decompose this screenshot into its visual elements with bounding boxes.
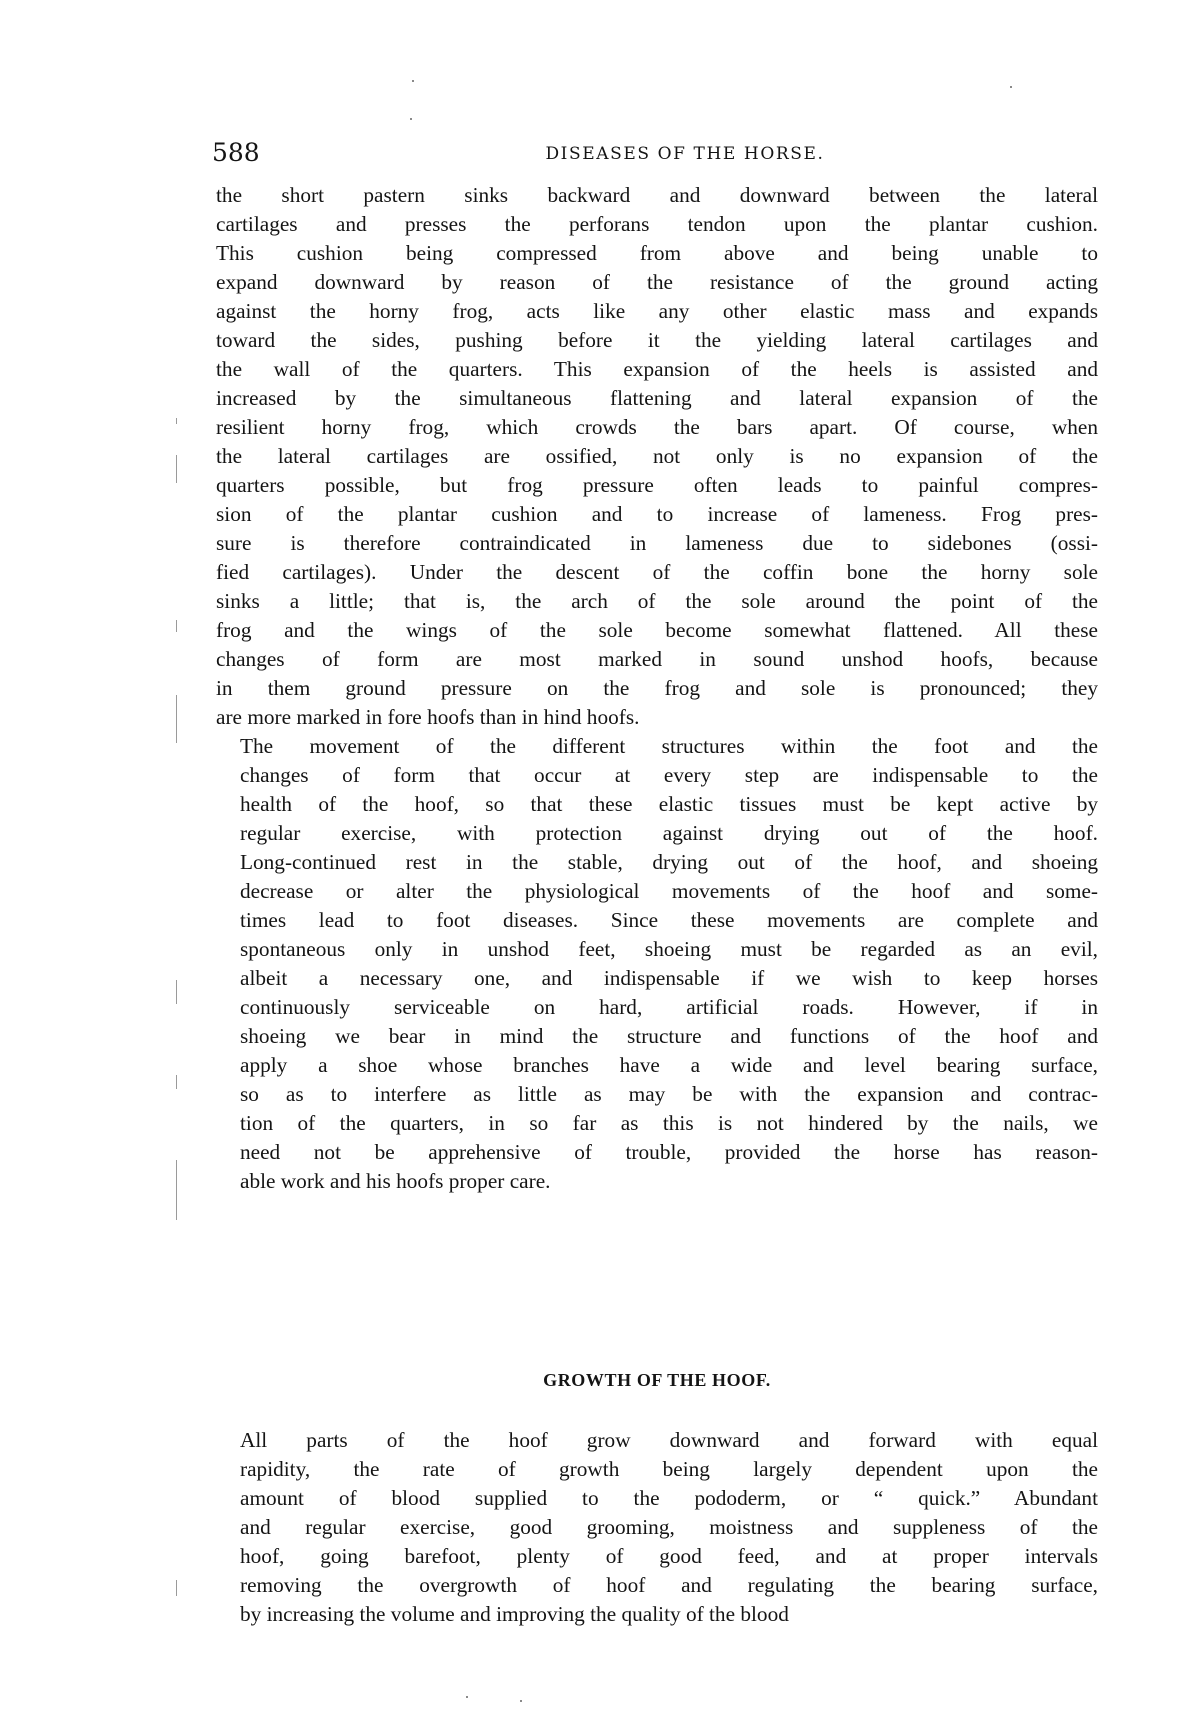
text-line: in them ground pressure on the frog and sole is pronounced; they	[216, 676, 1098, 700]
scan-artifact	[176, 418, 177, 424]
scan-artifact	[176, 695, 177, 743]
text-line: removing the overgrowth of hoof and regulating the bearing surface,	[240, 1573, 1098, 1597]
scan-artifact	[176, 620, 177, 632]
text-line: changes of form that occur at every step are indispensable to the	[240, 763, 1098, 787]
scan-artifact	[176, 1580, 177, 1596]
text-line: This cushion being compressed from above and being unable to	[216, 241, 1098, 265]
text-line: rapidity, the rate of growth being largely dependent upon the	[240, 1457, 1098, 1481]
text-line: fied cartilages). Under the descent of the coffin bone the horny sole	[216, 560, 1098, 584]
text-line: sion of the plantar cushion and to increase of lameness. Frog pres-	[216, 502, 1098, 526]
scan-artifact	[176, 1075, 177, 1089]
text-line: the lateral cartilages are ossified, not only is no expansion of the	[216, 444, 1098, 468]
text-line: expand downward by reason of the resistance of the ground acting	[216, 270, 1098, 294]
text-line: amount of blood supplied to the pododerm, or “ quick.” Abundant	[240, 1486, 1098, 1510]
text-line: frog and the wings of the sole become somewhat flattened. All these	[216, 618, 1098, 642]
text-line: Long-continued rest in the stable, drying out of the hoof, and shoeing	[240, 850, 1098, 874]
text-line: resilient horny frog, which crowds the bars apart. Of course, when	[216, 415, 1098, 439]
text-line: albeit a necessary one, and indispensable if we wish to keep horses	[240, 966, 1098, 990]
text-line: by increasing the volume and improving the quality of the blood	[240, 1602, 789, 1626]
scan-artifact	[520, 1700, 522, 1702]
text-line: toward the sides, pushing before it the yielding lateral cartilages and	[216, 328, 1098, 352]
scan-artifact	[176, 455, 177, 483]
text-line: sure is therefore contraindicated in lameness due to sidebones (ossi-	[216, 531, 1098, 555]
text-line: able work and his hoofs proper care.	[240, 1169, 551, 1193]
text-line: quarters possible, but frog pressure often leads to painful compres-	[216, 473, 1098, 497]
text-line: continuously serviceable on hard, artificial roads. However, if in	[240, 995, 1098, 1019]
text-line: shoeing we bear in mind the structure and functions of the hoof and	[240, 1024, 1098, 1048]
text-line: health of the hoof, so that these elastic tissues must be kept active by	[240, 792, 1098, 816]
text-line: are more marked in fore hoofs than in hind hoofs.	[216, 705, 640, 729]
paragraph-foot-movement	[216, 732, 1098, 1196]
paragraph-continued	[216, 181, 1098, 732]
text-line: apply a shoe whose branches have a wide and level bearing surface,	[240, 1053, 1098, 1077]
text-line: changes of form are most marked in sound unshod hoofs, because	[216, 647, 1098, 671]
scan-artifact	[176, 1160, 177, 1220]
page-number: 588	[212, 138, 260, 167]
text-line: hoof, going barefoot, plenty of good feed, and at proper intervals	[240, 1544, 1098, 1568]
text-line: All parts of the hoof grow downward and forward with equal	[240, 1428, 1098, 1452]
scan-artifact	[410, 118, 412, 120]
text-line: regular exercise, with protection against drying out of the hoof.	[240, 821, 1098, 845]
text-line: decrease or alter the physiological movements of the hoof and some-	[240, 879, 1098, 903]
text-line: tion of the quarters, in so far as this is not hindered by the nails, we	[240, 1111, 1098, 1135]
text-line: times lead to foot diseases. Since these movements are complete and	[240, 908, 1098, 932]
paragraph-growth	[216, 1426, 1098, 1629]
scan-artifact	[1010, 86, 1012, 88]
body-column	[216, 181, 1098, 1196]
scan-artifact	[412, 80, 414, 82]
text-line: the wall of the quarters. This expansion of the heels is assisted and	[216, 357, 1098, 381]
scan-artifact	[176, 980, 177, 1004]
text-line: increased by the simultaneous flattening and lateral expansion of the	[216, 386, 1098, 410]
text-line: so as to interfere as little as may be with the expansion and contrac-	[240, 1082, 1098, 1106]
text-line: need not be apprehensive of trouble, provided the horse has reason-	[240, 1140, 1098, 1164]
text-line: against the horny frog, acts like any other elastic mass and expands	[216, 299, 1098, 323]
text-line: the short pastern sinks backward and downward between the lateral	[216, 183, 1098, 207]
text-line: and regular exercise, good grooming, moistness and suppleness of the	[240, 1515, 1098, 1539]
running-head	[212, 138, 1098, 168]
section-heading: GROWTH OF THE HOOF.	[543, 1370, 771, 1390]
text-line: The movement of the different structures within the foot and the	[240, 734, 1098, 758]
section-column	[216, 1426, 1098, 1629]
text-line: sinks a little; that is, the arch of the sole around the point of the	[216, 589, 1098, 613]
scan-artifact	[466, 1696, 468, 1698]
running-title: DISEASES OF THE HORSE.	[545, 144, 825, 164]
text-line: cartilages and presses the perforans tendon upon the plantar cushion.	[216, 212, 1098, 236]
text-line: spontaneous only in unshod feet, shoeing must be regarded as an evil,	[240, 937, 1098, 961]
